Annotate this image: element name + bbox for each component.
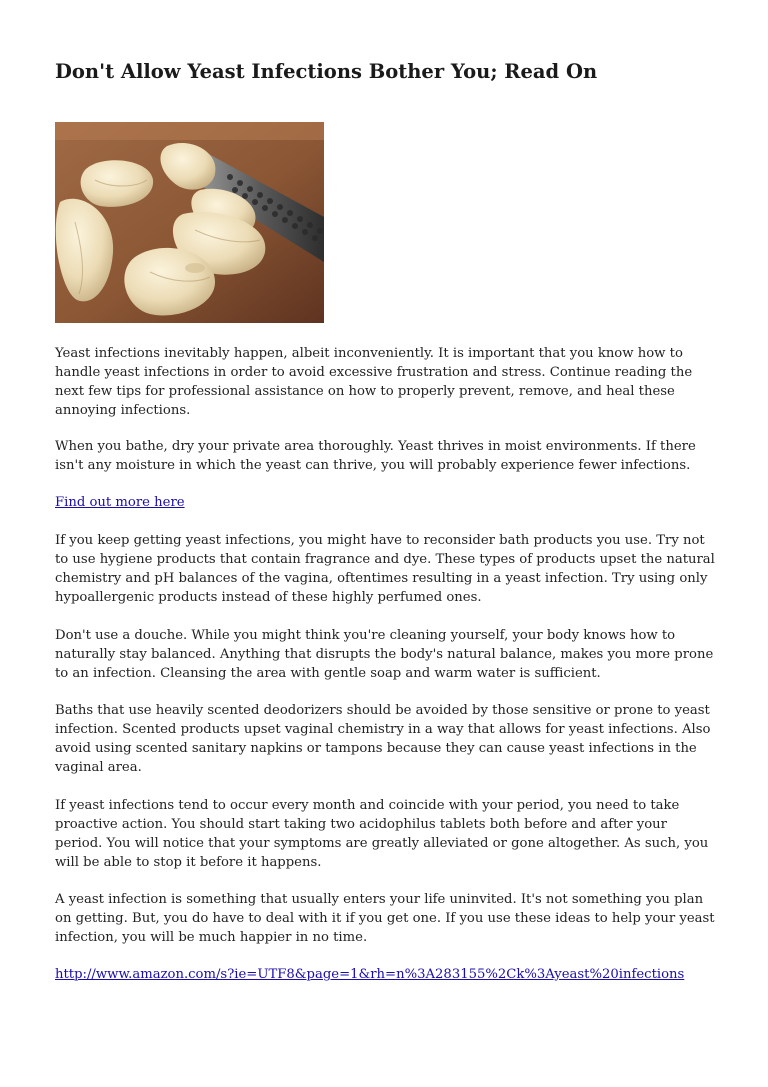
amazon-paragraph	[55, 965, 715, 984]
paragraph-deodorizers: Baths that use heavily scented deodorizers should be avoided by those sensitive or prone to yeast infection. Scented products upset vaginal chemistry in a way that allows for yeast infections. Also avoid using scented sanitary napkins or tampons because they can cause yeast infections in the vaginal area.	[55, 703, 711, 775]
page-title: Don't Allow Yeast Infections Bother You; Read On	[55, 60, 598, 83]
find-out-paragraph	[55, 493, 715, 512]
amazon-link[interactable]: http://www.amazon.com/s?ie=UTF8&page=1&rh=n%3A283155%2Ck%3Ayeast%20infections	[55, 967, 685, 982]
paragraph-conclusion: A yeast infection is something that usually enters your life uninvited. It's not something you plan on getting. But, you do have to deal with it if you get one. If you use these ideas to help your yeast infection, you will be much happier in no time.	[55, 892, 715, 945]
garlic-photo	[55, 122, 324, 323]
paragraph-intro: Yeast infections inevitably happen, albeit inconveniently. It is important that you know how to handle yeast infections in order to avoid excessive frustration and stress. Continue reading the next few tips for professional assistance on how to properly prevent, remove, and heal these annoying infections.	[55, 346, 693, 418]
paragraph-period: If yeast infections tend to occur every month and coincide with your period, you need to take proactive action. You should start taking two acidophilus tablets both before and after your period. You will notice that your symptoms are greatly alleviated or gone altogether. As such, you will be able to stop it before it happens.	[55, 798, 709, 870]
find-out-more-link[interactable]: Find out more here	[55, 495, 185, 510]
paragraph-bath-products: If you keep getting yeast infections, you might have to reconsider bath products you use. Try not to use hygiene products that contain fragrance and dye. These types of products upset the natural chemistry and pH balances of the vagina, oftentimes resulting in a yeast infection. Try using only hypoallergenic products instead of these highly perfumed ones.	[55, 533, 715, 605]
paragraph-douche: Don't use a douche. While you might think you're cleaning yourself, your body knows how to naturally stay balanced. Anything that disrupts the body's natural balance, makes you more prone to an infection. Cleansing the area with gentle soap and warm water is sufficient.	[55, 628, 714, 681]
paragraph-bathe: When you bathe, dry your private area thoroughly. Yeast thrives in moist environments. If there isn't any moisture in which the yeast can thrive, you will probably experience fewer infections.	[55, 439, 696, 473]
